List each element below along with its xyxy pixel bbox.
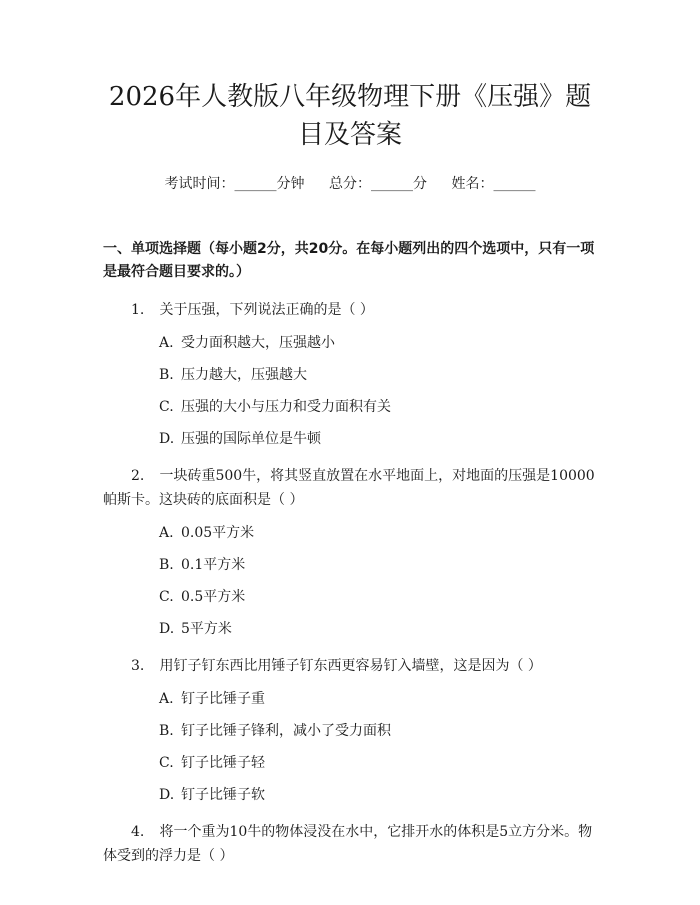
option-2a (103, 522, 597, 544)
option-text: 5平方米 (181, 621, 232, 637)
question-2 (103, 464, 597, 512)
option-label: B. (159, 723, 174, 739)
option-text: 压力越大，压强越大 (181, 367, 307, 383)
option-label: D. (159, 621, 175, 637)
total-score-label: 总分：______分 (329, 176, 427, 192)
question-number: 3. (131, 658, 145, 674)
option-text: 压强的大小与压力和受力面积有关 (181, 399, 391, 415)
exam-time-label: 考试时间：______分钟 (164, 176, 305, 192)
option-text: 0.05平方米 (181, 525, 255, 541)
option-label: C. (159, 399, 174, 415)
document-title: 2026年人教版八年级物理下册《压强》题目及答案 (108, 82, 592, 150)
option-text: 钉子比锤子锋利，减小了受力面积 (181, 723, 391, 739)
question-text: 关于压强，下列说法正确的是（ ） (159, 302, 374, 318)
option-1c (103, 396, 597, 418)
option-text: 钉子比锤子重 (181, 691, 265, 707)
section-heading: 一、单项选择题（每小题2分，共20分。在每小题列出的四个选项中，只有一项是最符合题目要求的。） (103, 241, 595, 280)
option-text: 钉子比锤子轻 (181, 755, 265, 771)
option-3b (103, 720, 597, 742)
student-name-label: 姓名：______ (451, 176, 536, 192)
question-4 (103, 820, 597, 868)
option-3a (103, 688, 597, 710)
option-label: C. (159, 755, 174, 771)
option-2d (103, 618, 597, 640)
question-number: 1. (131, 302, 145, 318)
option-2c (103, 586, 597, 608)
option-text: 0.1平方米 (181, 557, 246, 573)
option-1b (103, 364, 597, 386)
option-3c (103, 752, 597, 774)
option-2b (103, 554, 597, 576)
option-text: 压强的国际单位是牛顿 (181, 431, 321, 447)
question-number: 2. (131, 468, 145, 484)
option-1d (103, 428, 597, 450)
option-label: D. (159, 787, 175, 803)
question-number: 4. (131, 824, 145, 840)
exam-info-line (103, 174, 597, 194)
option-text: 钉子比锤子软 (181, 787, 265, 803)
option-label: B. (159, 557, 174, 573)
option-label: B. (159, 367, 174, 383)
question-1 (103, 298, 597, 322)
option-text: 受力面积越大，压强越小 (181, 335, 335, 351)
question-text: 将一个重为10牛的物体浸没在水中，它排开水的体积是5立方分米。物体受到的浮力是（ ） (103, 824, 593, 864)
option-label: A. (159, 691, 174, 707)
option-label: C. (159, 589, 174, 605)
question-text: 用钉子钉东西比用锤子钉东西更容易钉入墙壁，这是因为（ ） (159, 658, 542, 674)
question-3 (103, 654, 597, 678)
option-label: D. (159, 431, 175, 447)
option-text: 0.5平方米 (181, 589, 246, 605)
option-3d (103, 784, 597, 806)
question-text: 一块砖重500牛，将其竖直放置在水平地面上，对地面的压强是10000帕斯卡。这块砖的底面积是（ ） (103, 468, 595, 508)
option-label: A. (159, 335, 174, 351)
option-1a (103, 332, 597, 354)
option-label: A. (159, 525, 174, 541)
